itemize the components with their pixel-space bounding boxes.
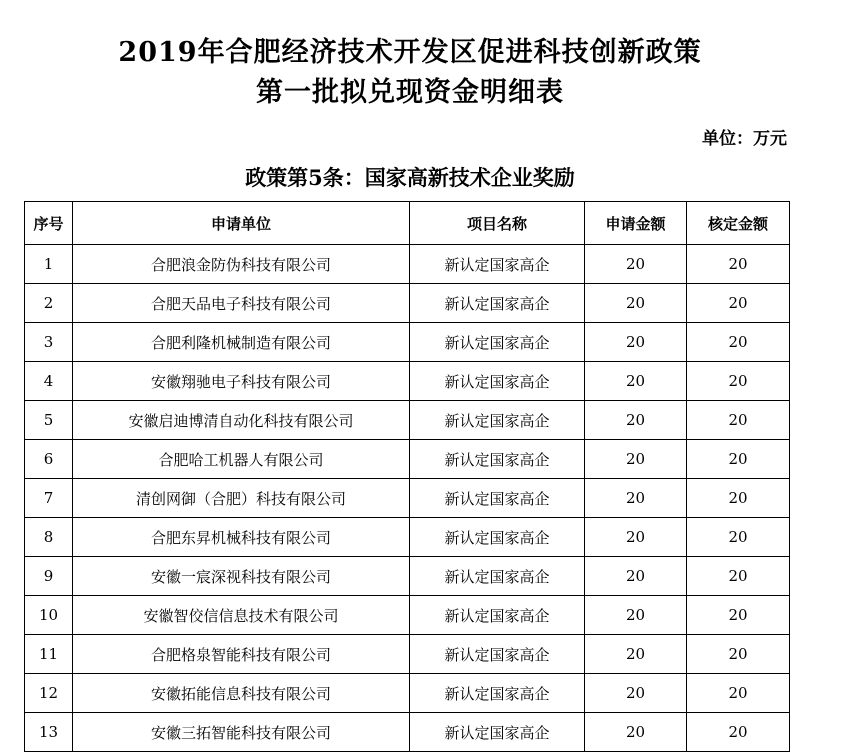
funding-detail-table: [24, 201, 790, 752]
cell-project-name: 新认定国家高企: [410, 596, 585, 635]
header-project-name: 项目名称: [410, 202, 585, 245]
policy-heading: 政策第5条：国家高新技术企业奖励: [245, 165, 575, 190]
table-row: [25, 674, 790, 713]
cell-approved-amount: 20: [687, 635, 790, 674]
table-row: [25, 518, 790, 557]
table-row: [25, 596, 790, 635]
header-approved-amount: 核定金额: [687, 202, 790, 245]
header-serial-number: 序号: [25, 202, 73, 245]
cell-applied-amount: 20: [585, 284, 687, 323]
cell-applicant-unit: 合肥天品电子科技有限公司: [73, 284, 410, 323]
table-header-row: [25, 202, 790, 245]
cell-applied-amount: 20: [585, 323, 687, 362]
cell-project-name: 新认定国家高企: [410, 518, 585, 557]
cell-approved-amount: 20: [687, 557, 790, 596]
cell-applicant-unit: 合肥东昇机械科技有限公司: [73, 518, 410, 557]
cell-approved-amount: 20: [687, 284, 790, 323]
cell-applied-amount: 20: [585, 479, 687, 518]
header-applied-amount: 申请金额: [585, 202, 687, 245]
cell-approved-amount: 20: [687, 323, 790, 362]
table-row: [25, 245, 790, 284]
cell-project-name: 新认定国家高企: [410, 479, 585, 518]
table-row: [25, 284, 790, 323]
cell-applied-amount: 20: [585, 440, 687, 479]
document-title-line1: 2019年合肥经济技术开发区促进科技创新政策: [118, 37, 702, 68]
cell-project-name: 新认定国家高企: [410, 674, 585, 713]
cell-applied-amount: 20: [585, 713, 687, 752]
cell-project-name: 新认定国家高企: [410, 557, 585, 596]
table-row: [25, 323, 790, 362]
cell-applicant-unit: 安徽启迪博清自动化科技有限公司: [73, 401, 410, 440]
cell-serial-number: 13: [25, 713, 73, 752]
document-title-line2: 第一批拟兑现资金明细表: [256, 77, 564, 108]
cell-applied-amount: 20: [585, 401, 687, 440]
cell-project-name: 新认定国家高企: [410, 323, 585, 362]
cell-serial-number: 2: [25, 284, 73, 323]
cell-applied-amount: 20: [585, 596, 687, 635]
unit-label: 单位：万元: [702, 129, 787, 149]
table-row: [25, 635, 790, 674]
cell-applicant-unit: 安徽一宸深视科技有限公司: [73, 557, 410, 596]
cell-applied-amount: 20: [585, 518, 687, 557]
cell-applicant-unit: 安徽翔驰电子科技有限公司: [73, 362, 410, 401]
cell-applied-amount: 20: [585, 635, 687, 674]
cell-serial-number: 6: [25, 440, 73, 479]
table-row: [25, 440, 790, 479]
cell-approved-amount: 20: [687, 713, 790, 752]
cell-project-name: 新认定国家高企: [410, 713, 585, 752]
table-row: [25, 401, 790, 440]
cell-serial-number: 1: [25, 245, 73, 284]
cell-applicant-unit: 合肥哈工机器人有限公司: [73, 440, 410, 479]
cell-approved-amount: 20: [687, 479, 790, 518]
cell-approved-amount: 20: [687, 674, 790, 713]
cell-applicant-unit: 合肥浪金防伪科技有限公司: [73, 245, 410, 284]
table-row: [25, 479, 790, 518]
cell-approved-amount: 20: [687, 518, 790, 557]
cell-project-name: 新认定国家高企: [410, 284, 585, 323]
cell-project-name: 新认定国家高企: [410, 401, 585, 440]
cell-serial-number: 11: [25, 635, 73, 674]
cell-applicant-unit: 合肥利隆机械制造有限公司: [73, 323, 410, 362]
cell-project-name: 新认定国家高企: [410, 245, 585, 284]
cell-serial-number: 3: [25, 323, 73, 362]
cell-applicant-unit: 安徽三拓智能科技有限公司: [73, 713, 410, 752]
cell-serial-number: 7: [25, 479, 73, 518]
cell-applicant-unit: 安徽智佼信信息技术有限公司: [73, 596, 410, 635]
table-row: [25, 557, 790, 596]
cell-serial-number: 5: [25, 401, 73, 440]
cell-approved-amount: 20: [687, 440, 790, 479]
cell-applicant-unit: 安徽拓能信息科技有限公司: [73, 674, 410, 713]
table-row: [25, 713, 790, 752]
cell-approved-amount: 20: [687, 362, 790, 401]
cell-applicant-unit: 合肥格泉智能科技有限公司: [73, 635, 410, 674]
cell-serial-number: 9: [25, 557, 73, 596]
cell-applied-amount: 20: [585, 245, 687, 284]
cell-project-name: 新认定国家高企: [410, 440, 585, 479]
cell-approved-amount: 20: [687, 245, 790, 284]
cell-serial-number: 10: [25, 596, 73, 635]
cell-project-name: 新认定国家高企: [410, 362, 585, 401]
cell-applied-amount: 20: [585, 674, 687, 713]
cell-applied-amount: 20: [585, 557, 687, 596]
cell-applicant-unit: 清创网御（合肥）科技有限公司: [73, 479, 410, 518]
cell-approved-amount: 20: [687, 596, 790, 635]
table-row: [25, 362, 790, 401]
cell-serial-number: 12: [25, 674, 73, 713]
cell-approved-amount: 20: [687, 401, 790, 440]
cell-serial-number: 4: [25, 362, 73, 401]
cell-serial-number: 8: [25, 518, 73, 557]
cell-applied-amount: 20: [585, 362, 687, 401]
header-applicant-unit: 申请单位: [73, 202, 410, 245]
cell-project-name: 新认定国家高企: [410, 635, 585, 674]
